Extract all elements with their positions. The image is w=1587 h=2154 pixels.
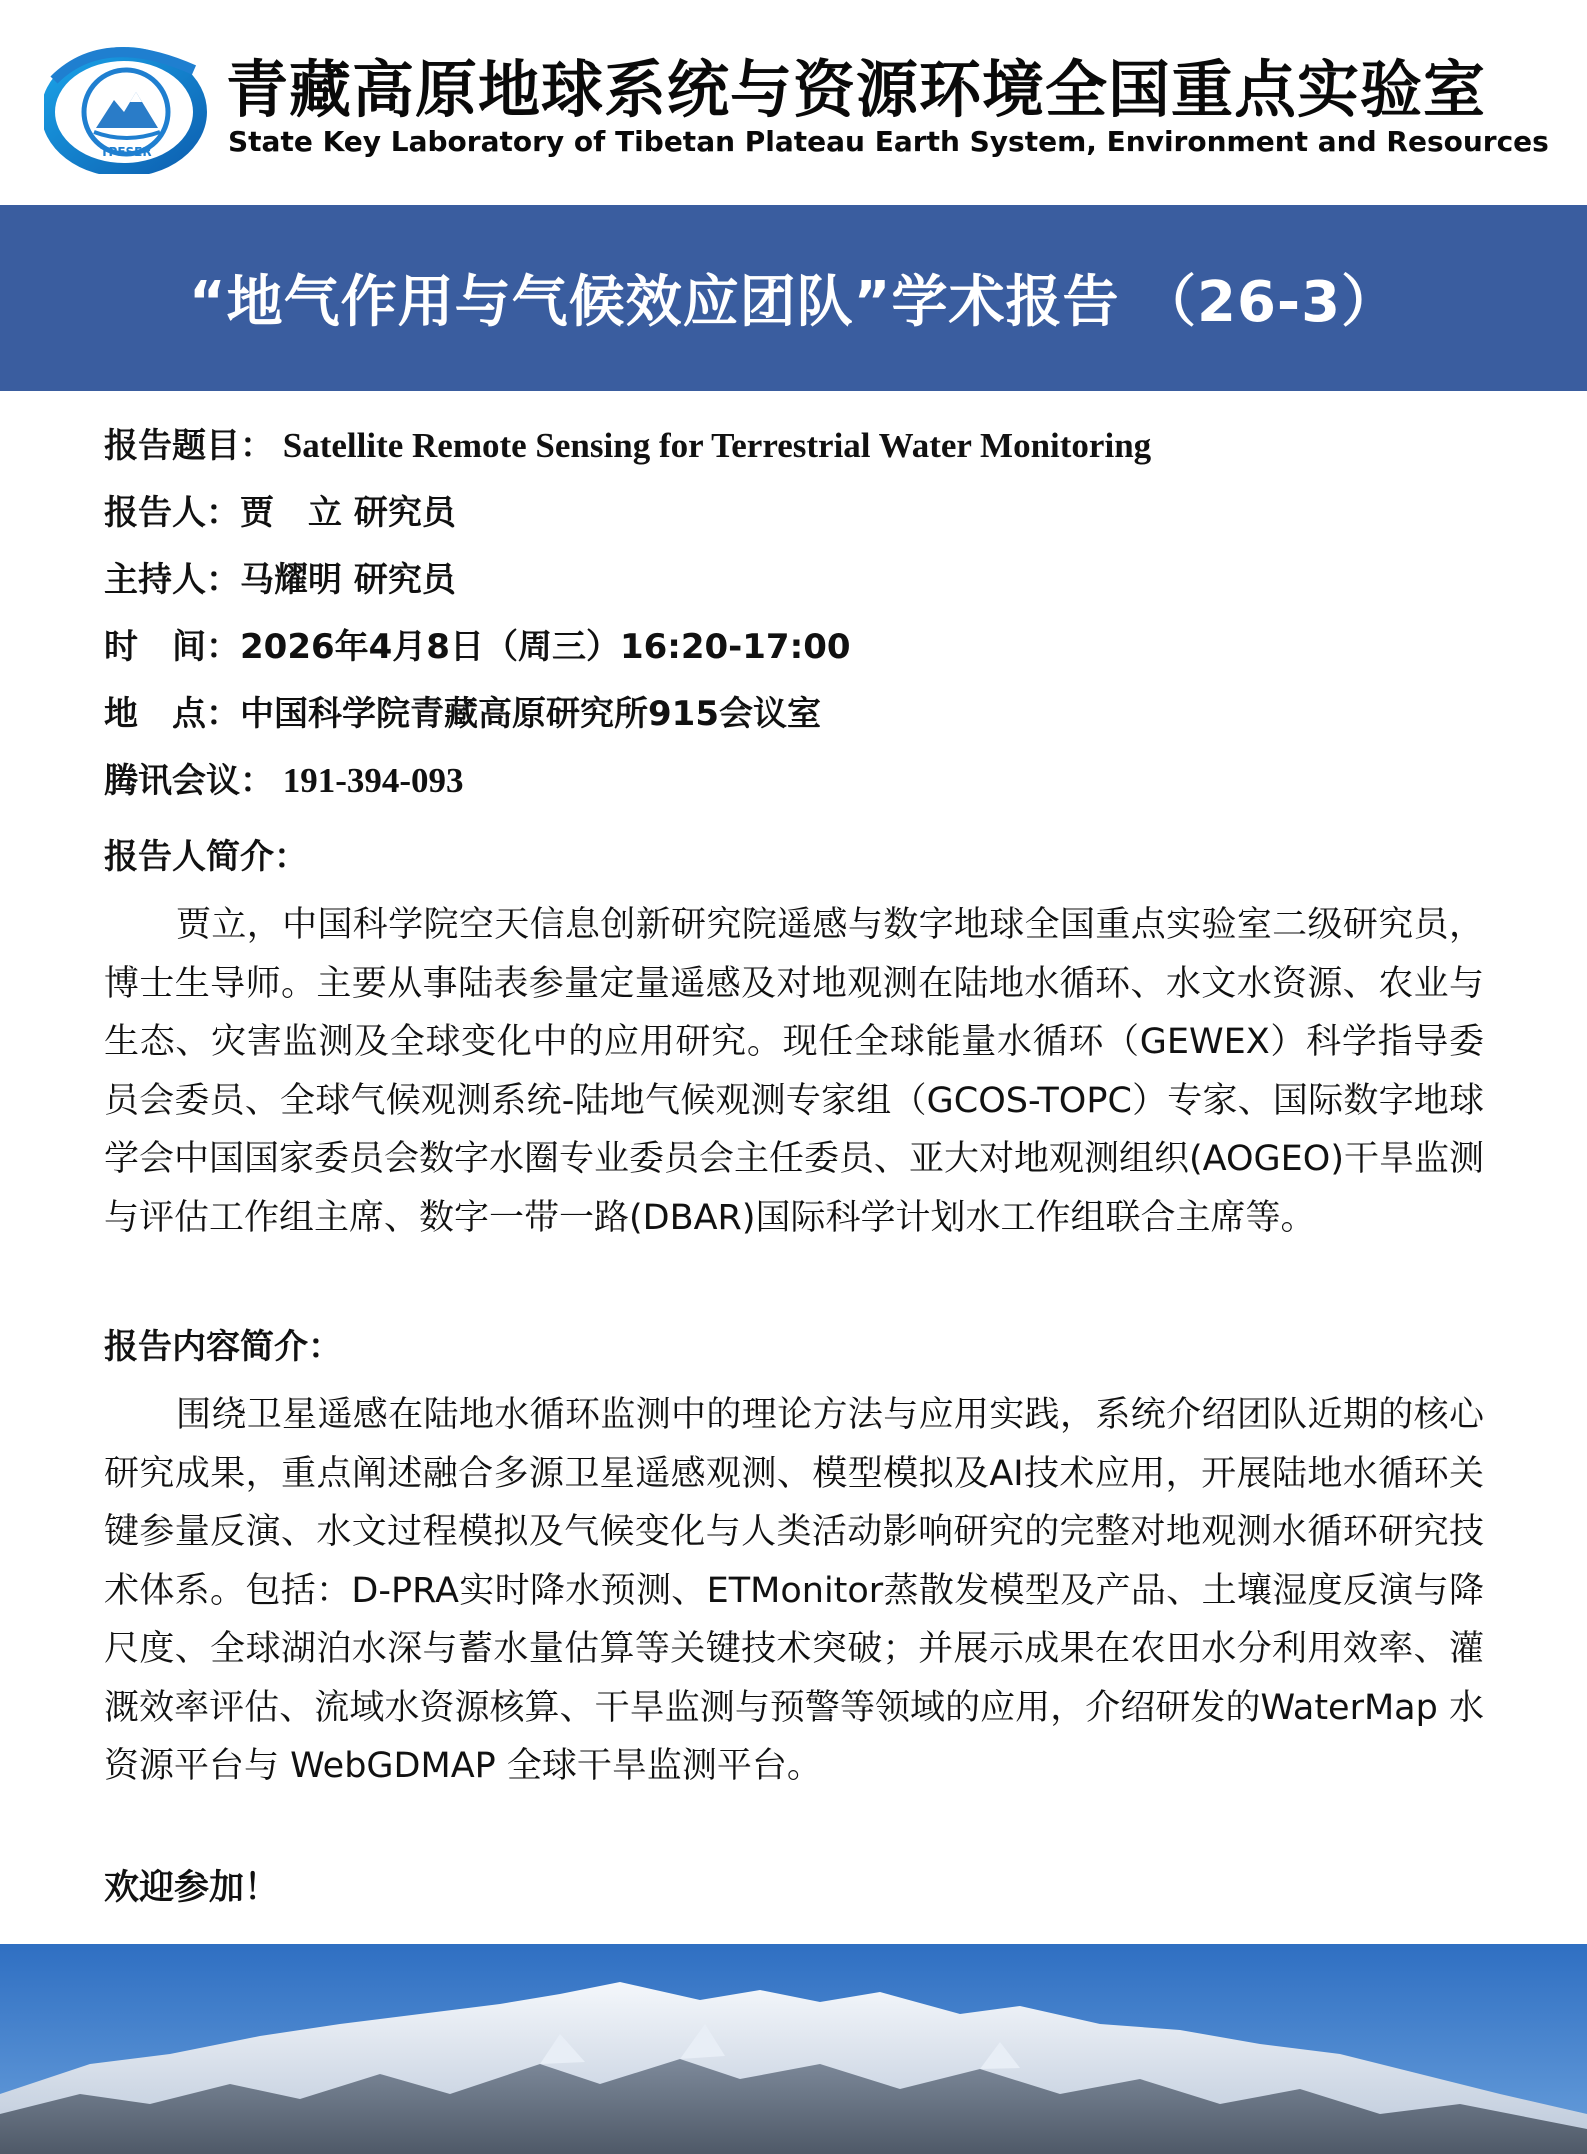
info-row-speaker — [104, 487, 1504, 554]
lab-name-cn: 青藏高原地球系统与资源环境全国重点实验室 — [226, 53, 1487, 126]
info-label: 主持人： — [104, 560, 240, 600]
info-label: 报告人： — [104, 493, 240, 533]
info-label: 地 点： — [104, 694, 240, 734]
info-label: 时 间： — [104, 627, 240, 667]
speaker-intro-text: 贾立，中国科学院空天信息创新研究院遥感与数字地球全国重点实验室二级研究员，博士生导师。主要从事陆表参量定量遥感及对地观测在陆地水循环、水文水资源、农业与生态、灾害监测及全球变化中的应用研究。现任全球能量水循环（GEWEX）科学指导委员会委员、全球气候观测系统-陆地气候观测专家组（GCOS-TOPC）专家、国际数字地球学会中国国家委员会数字水圈专业委员会主任委员、亚大对地观测组织(AOGEO)干旱监测与评估工作组主席、数字一带一路(DBAR)国际科学计划水工作组联合主席等。 — [104, 905, 1484, 1238]
info-row-topic — [104, 420, 1504, 487]
info-value: 中国科学院青藏高原研究所915会议室 — [240, 694, 821, 734]
info-label: 报告题目： — [104, 426, 274, 466]
info-row-time — [104, 621, 1504, 688]
info-row-meeting — [104, 755, 1504, 822]
lab-name-en: State Key Laboratory of Tibetan Plateau Earth System, Environment and Resources — [228, 125, 1549, 158]
header — [0, 0, 1587, 205]
welcome-text: 欢迎参加！ — [104, 1868, 280, 1908]
info-label: 腾讯会议： — [104, 761, 274, 801]
report-title: “地气作用与气候效应团队”学术报告 （26-3） — [188, 270, 1399, 335]
info-value: 马耀明 研究员 — [240, 560, 456, 600]
speaker-intro-heading: 报告人简介： — [104, 837, 308, 877]
content-intro-text: 围绕卫星遥感在陆地水循环监测中的理论方法与应用实践，系统介绍团队近期的核心研究成果，重点阐述融合多源卫星遥感观测、模型模拟及AI技术应用，开展陆地水循环关键参量反演、水文过程模拟及气候变化与人类活动影响研究的完整对地观测水循环研究技术体系。包括：D-PRA实时降水预测、ETMonitor蒸散发模型及产品、土壤湿度反演与降尺度、全球湖泊水深与蓄水量估算等关键技术突破；并展示成果在农田水分利用效率、灌溉效率评估、流域水资源核算、干旱监测与预警等领域的应用，介绍研发的WaterMap 水资源平台与 WebGDMAP 全球干旱监测平台。 — [104, 1395, 1484, 1786]
snow-mountain-image — [0, 1944, 1587, 2154]
report-info — [104, 420, 1504, 822]
info-value: 贾 立 研究员 — [240, 493, 456, 533]
info-value: 2026年4月8日（周三）16:20-17:00 — [240, 627, 851, 667]
info-value: 191-394-093 — [274, 761, 464, 800]
logo-text: TPESER — [100, 145, 152, 159]
info-value: Satellite Remote Sensing for Terrestrial Water Monitoring — [274, 426, 1152, 465]
content-intro-heading: 报告内容简介： — [104, 1327, 342, 1367]
lab-logo-icon — [44, 40, 210, 174]
info-row-host — [104, 554, 1504, 621]
title-banner — [0, 205, 1587, 391]
info-row-location — [104, 688, 1504, 755]
